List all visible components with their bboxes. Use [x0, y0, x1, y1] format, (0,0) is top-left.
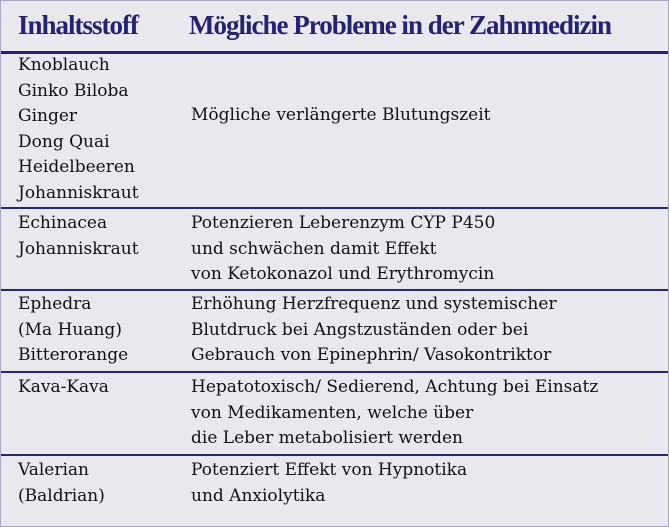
row-divider — [1, 207, 668, 209]
ingredient-name: Bitterorange — [18, 345, 129, 365]
problem-text: Hepatotoxisch/ Sedierend, Achtung bei Einsatz — [191, 377, 599, 397]
ingredient-cell — [18, 211, 139, 262]
row-divider — [1, 371, 668, 373]
ingredient-name: Knoblauch — [18, 55, 110, 75]
row-divider — [1, 289, 668, 291]
row-divider — [1, 454, 668, 456]
ingredient-name: Ephedra — [18, 294, 92, 314]
ingredient-name: Ginger — [18, 106, 78, 126]
problem-text: die Leber metabolisiert werden — [191, 428, 463, 448]
ingredient-name: (Ma Huang) — [18, 319, 122, 340]
problem-text: Blutdruck bei Angstzuständen oder bei — [191, 319, 529, 340]
ingredient-name: Kava-Kava — [18, 377, 109, 397]
ingredient-cell — [18, 458, 105, 509]
ingredient-name: Johanniskraut — [18, 182, 139, 203]
problem-text: Gebrauch von Epinephrin/ Vasokontriktor — [191, 345, 552, 365]
ingredient-name: Johanniskraut — [18, 238, 139, 259]
problem-text: von Ketokonazol und Erythromycin — [191, 264, 495, 284]
ingredient-name: Valerian — [18, 460, 89, 480]
problem-text: Mögliche verlängerte Blutungszeit — [191, 105, 491, 125]
problem-text: Erhöhung Herzfrequenz und systemischer — [191, 294, 557, 314]
ingredient-name: Echinacea — [18, 213, 108, 233]
problem-cell — [191, 211, 495, 288]
problem-cell — [191, 375, 598, 452]
ingredient-name: (Baldrian) — [18, 485, 105, 506]
problem-text: und Anxiolytika — [191, 485, 326, 506]
header-problems: Mögliche Probleme in der Zahnmedizin — [189, 10, 611, 40]
ingredient-cell — [18, 375, 109, 401]
table-header — [1, 1, 668, 51]
problem-text: Potenzieren Leberenzym CYP P450 — [191, 213, 496, 233]
problem-text: von Medikamenten, welche über — [191, 402, 474, 423]
problem-text: und schwächen damit Effekt — [191, 238, 437, 259]
ingredient-cell — [18, 53, 139, 206]
problem-cell — [191, 292, 557, 369]
problem-cell — [191, 103, 491, 129]
ingredient-name: Dong Quai — [18, 131, 110, 152]
problem-cell — [191, 458, 467, 509]
ingredient-name: Heidelbeeren — [18, 157, 135, 177]
ingredient-cell — [18, 292, 128, 369]
header-ingredient: Inhaltsstoff — [18, 10, 139, 40]
problem-text: Potenziert Effekt von Hypnotika — [191, 460, 468, 480]
ingredient-name: Ginko Biloba — [18, 80, 129, 101]
